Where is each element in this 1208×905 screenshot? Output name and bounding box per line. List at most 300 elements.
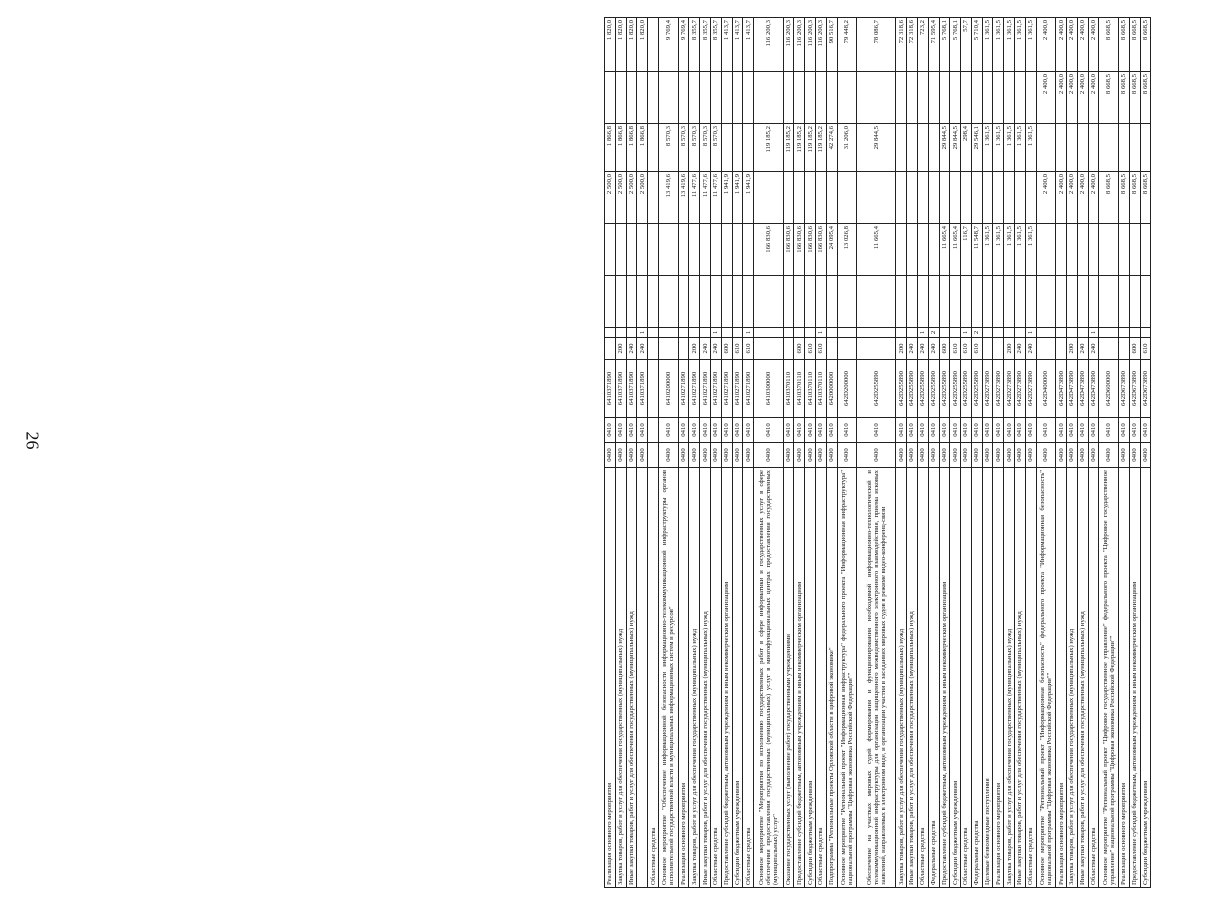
table-row bbox=[1119, 18, 1130, 888]
row-subsection-code: 0410 bbox=[993, 418, 1004, 443]
row-amount-a bbox=[805, 276, 816, 328]
row-description: Обеспечение на участках мировых судей формирования и функционирования необходимой информационно-технологической и телекоммуникационной инфраструктуры для организации защищенного межведомственного электронного взаимодействия, приема исковых заявлений, направляемых в электронном виде, и организации участия в заседаниях мировых судов в режиме видео-конференц-связи bbox=[857, 468, 896, 888]
row-description: Иные закупки товаров, работ и услуг для обеспечения государственных (муниципальных) нужд bbox=[907, 468, 918, 888]
row-section-code: 0400 bbox=[1015, 443, 1026, 468]
row-expense-type: 200 bbox=[896, 338, 907, 360]
row-amount-f: 1 413,7 bbox=[743, 18, 754, 72]
row-amount-e bbox=[815, 72, 826, 124]
table-row bbox=[783, 18, 794, 888]
row-amount-e bbox=[896, 72, 907, 124]
row-description: Реализация основного мероприятия bbox=[1119, 468, 1130, 888]
row-funding-source bbox=[689, 328, 700, 338]
row-amount-b: 116,7 bbox=[961, 224, 972, 276]
row-section-code: 0400 bbox=[971, 443, 982, 468]
row-amount-e bbox=[626, 72, 637, 124]
row-description: Целевые безвозмездные поступления bbox=[982, 468, 993, 888]
row-amount-d bbox=[1129, 124, 1140, 172]
row-expense-type bbox=[1119, 338, 1130, 360]
row-amount-c: 8 668,5 bbox=[1140, 172, 1151, 224]
row-amount-f: 116 200,3 bbox=[794, 18, 805, 72]
row-amount-d bbox=[1036, 124, 1056, 172]
table-row bbox=[928, 18, 939, 888]
row-funding-source bbox=[826, 328, 837, 338]
row-amount-c bbox=[837, 172, 857, 224]
row-amount-f: 1 820,0 bbox=[626, 18, 637, 72]
row-funding-source: 1 bbox=[637, 328, 648, 338]
row-amount-e: 2 400,0 bbox=[1036, 72, 1056, 124]
table-row bbox=[857, 18, 896, 888]
row-amount-b: 1 361,5 bbox=[1025, 224, 1036, 276]
row-target-article: 642D200000 bbox=[837, 360, 857, 418]
row-target-article: 642D473890 bbox=[1067, 360, 1078, 418]
row-expense-type: 610 bbox=[1140, 338, 1151, 360]
row-amount-a bbox=[710, 276, 721, 328]
table-row bbox=[626, 18, 637, 888]
row-amount-c bbox=[1004, 172, 1015, 224]
row-expense-type bbox=[982, 338, 993, 360]
row-amount-e bbox=[605, 72, 616, 124]
row-amount-b: 166 830,6 bbox=[805, 224, 816, 276]
row-description: Областные средства bbox=[710, 468, 721, 888]
row-description: Иные закупки товаров, работ и услуг для обеспечения государственных (муниципальных) нужд bbox=[626, 468, 637, 888]
row-amount-d: 1 361,5 bbox=[1004, 124, 1015, 172]
row-amount-a bbox=[896, 276, 907, 328]
row-funding-source bbox=[907, 328, 918, 338]
row-amount-a bbox=[1088, 276, 1099, 328]
row-description: Областные средства bbox=[1088, 468, 1099, 888]
row-amount-b bbox=[928, 224, 939, 276]
row-amount-a bbox=[783, 276, 794, 328]
row-subsection-code: 0410 bbox=[837, 418, 857, 443]
row-subsection-code: 0410 bbox=[857, 418, 896, 443]
row-section-code bbox=[648, 443, 659, 468]
row-section-code: 0400 bbox=[1129, 443, 1140, 468]
row-amount-a bbox=[857, 276, 896, 328]
row-target-article: 6410271890 bbox=[689, 360, 700, 418]
row-amount-a bbox=[721, 276, 732, 328]
row-expense-type bbox=[658, 338, 678, 360]
row-expense-type: 600 bbox=[794, 338, 805, 360]
row-amount-e bbox=[783, 72, 794, 124]
row-description: Закупка товаров, работ и услуг для обеспечения государственных (муниципальных) нужд bbox=[1004, 468, 1015, 888]
row-amount-d: 1 361,5 bbox=[993, 124, 1004, 172]
row-description: Областные средства bbox=[917, 468, 928, 888]
row-amount-b bbox=[721, 224, 732, 276]
table-row bbox=[1099, 18, 1119, 888]
row-target-article: 6410371890 bbox=[615, 360, 626, 418]
row-section-code: 0400 bbox=[1036, 443, 1056, 468]
row-amount-b bbox=[615, 224, 626, 276]
row-target-article: 642D255890 bbox=[961, 360, 972, 418]
row-amount-e bbox=[710, 72, 721, 124]
row-amount-a bbox=[605, 276, 616, 328]
row-amount-f: 116 200,3 bbox=[754, 18, 783, 72]
row-amount-e bbox=[678, 72, 689, 124]
row-amount-b bbox=[1119, 224, 1130, 276]
row-description: Областные средства bbox=[815, 468, 826, 888]
row-amount-d: 1 866,8 bbox=[637, 124, 648, 172]
row-amount-a bbox=[1025, 276, 1036, 328]
row-section-code: 0400 bbox=[1140, 443, 1151, 468]
row-amount-e bbox=[826, 72, 837, 124]
row-subsection-code: 0410 bbox=[1129, 418, 1140, 443]
row-amount-b bbox=[648, 224, 659, 276]
table-row bbox=[837, 18, 857, 888]
table-row bbox=[615, 18, 626, 888]
table-row bbox=[1140, 18, 1151, 888]
row-target-article: 6410370110 bbox=[815, 360, 826, 418]
row-section-code: 0400 bbox=[1099, 443, 1119, 468]
row-expense-type bbox=[826, 338, 837, 360]
row-amount-c bbox=[826, 172, 837, 224]
row-amount-c bbox=[1025, 172, 1036, 224]
row-amount-f: 1 361,5 bbox=[982, 18, 993, 72]
row-target-article: 642D273890 bbox=[982, 360, 993, 418]
row-amount-c bbox=[917, 172, 928, 224]
row-amount-f: 5 768,1 bbox=[939, 18, 950, 72]
row-amount-b: 166 830,6 bbox=[783, 224, 794, 276]
row-description bbox=[637, 468, 648, 888]
row-amount-f: 2 400,0 bbox=[1036, 18, 1056, 72]
row-amount-e: 2 400,0 bbox=[1077, 72, 1088, 124]
row-section-code: 0400 bbox=[993, 443, 1004, 468]
row-amount-d: 119 185,2 bbox=[783, 124, 794, 172]
row-expense-type bbox=[837, 338, 857, 360]
row-section-code: 0400 bbox=[783, 443, 794, 468]
row-amount-e bbox=[648, 72, 659, 124]
row-expense-type: 240 bbox=[700, 338, 711, 360]
row-description: Субсидии бюджетным учреждениям bbox=[1140, 468, 1151, 888]
row-amount-d bbox=[896, 124, 907, 172]
row-expense-type: 240 bbox=[1088, 338, 1099, 360]
row-amount-d bbox=[1056, 124, 1067, 172]
row-section-code: 0400 bbox=[837, 443, 857, 468]
row-description: Основное мероприятие "Обеспечение информационной безопасности информационно-телекоммуникационной инфраструктуры органов исполнительной государственной власти и муниципальных информационных систем и ресурсов" bbox=[658, 468, 678, 888]
row-section-code: 0400 bbox=[615, 443, 626, 468]
row-amount-e bbox=[637, 72, 648, 124]
row-section-code: 0400 bbox=[1088, 443, 1099, 468]
row-amount-a bbox=[917, 276, 928, 328]
row-amount-f: 8 668,5 bbox=[1119, 18, 1130, 72]
row-amount-f: 9 769,4 bbox=[658, 18, 678, 72]
row-funding-source bbox=[939, 328, 950, 338]
row-amount-b bbox=[896, 224, 907, 276]
row-amount-f: 1 361,5 bbox=[993, 18, 1004, 72]
row-funding-source bbox=[982, 328, 993, 338]
row-amount-a bbox=[815, 276, 826, 328]
row-amount-d: 8 570,3 bbox=[658, 124, 678, 172]
row-section-code: 0400 bbox=[950, 443, 961, 468]
row-amount-b bbox=[1036, 224, 1056, 276]
row-section-code: 0400 bbox=[700, 443, 711, 468]
row-subsection-code: 0410 bbox=[1119, 418, 1130, 443]
row-subsection-code: 0410 bbox=[678, 418, 689, 443]
row-description: Закупка товаров, работ и услуг для обеспечения государственных (муниципальных) нужд bbox=[689, 468, 700, 888]
row-target-article: 6410271890 bbox=[743, 360, 754, 418]
row-target-article: 642D255890 bbox=[971, 360, 982, 418]
row-amount-d: 1 866,8 bbox=[626, 124, 637, 172]
row-description: Иные закупки товаров, работ и услуг для обеспечения государственных (муниципальных) нужд bbox=[700, 468, 711, 888]
row-target-article: 6410271890 bbox=[710, 360, 721, 418]
row-target-article: 642D473890 bbox=[1088, 360, 1099, 418]
row-description: Предоставление субсидий бюджетным, автономным учреждениям и иным некоммерческим организациям bbox=[794, 468, 805, 888]
row-amount-f: 8 668,5 bbox=[1099, 18, 1119, 72]
row-description: Основное мероприятие "Региональный проект "Цифровое государственное управление" федерального проекта "Цифровое государственное управление" национальной программы "Цифровая экономика Российской Федерации"" bbox=[1099, 468, 1119, 888]
row-subsection-code: 0410 bbox=[1077, 418, 1088, 443]
row-section-code: 0400 bbox=[982, 443, 993, 468]
row-amount-b: 166 830,6 bbox=[815, 224, 826, 276]
row-amount-b: 13 026,8 bbox=[837, 224, 857, 276]
row-amount-f: 2 400,0 bbox=[1088, 18, 1099, 72]
row-amount-f: 71 595,4 bbox=[928, 18, 939, 72]
row-expense-type bbox=[1036, 338, 1056, 360]
row-amount-f: 1 820,0 bbox=[615, 18, 626, 72]
row-funding-source bbox=[678, 328, 689, 338]
row-amount-c: 1 941,9 bbox=[732, 172, 743, 224]
row-target-article: 6410371890 bbox=[626, 360, 637, 418]
row-target-article: 642D473890 bbox=[1056, 360, 1067, 418]
row-section-code: 0400 bbox=[732, 443, 743, 468]
row-funding-source: 1 bbox=[1088, 328, 1099, 338]
row-amount-f: 8 355,7 bbox=[700, 18, 711, 72]
row-target-article: 642D273890 bbox=[1015, 360, 1026, 418]
row-target-article: 6410271890 bbox=[732, 360, 743, 418]
row-expense-type: 610 bbox=[815, 338, 826, 360]
row-amount-d bbox=[1077, 124, 1088, 172]
row-amount-d bbox=[648, 124, 659, 172]
budget-table-body bbox=[605, 18, 1151, 888]
row-amount-e bbox=[971, 72, 982, 124]
row-description: Субсидии бюджетным учреждениям bbox=[732, 468, 743, 888]
row-amount-c: 11 477,6 bbox=[700, 172, 711, 224]
row-amount-c bbox=[857, 172, 896, 224]
row-funding-source bbox=[1077, 328, 1088, 338]
row-amount-f: 1 413,7 bbox=[732, 18, 743, 72]
row-amount-e bbox=[982, 72, 993, 124]
row-description: Областные средства bbox=[648, 468, 659, 888]
row-subsection-code: 0410 bbox=[700, 418, 711, 443]
row-section-code: 0400 bbox=[678, 443, 689, 468]
row-amount-b bbox=[917, 224, 928, 276]
row-amount-d bbox=[721, 124, 732, 172]
row-description: Субсидии бюджетным учреждениям bbox=[950, 468, 961, 888]
row-amount-c: 2 500,0 bbox=[605, 172, 616, 224]
row-description: Субсидии бюджетным учреждениям bbox=[805, 468, 816, 888]
row-amount-a bbox=[1099, 276, 1119, 328]
row-target-article: 642D673890 bbox=[1129, 360, 1140, 418]
row-amount-c bbox=[982, 172, 993, 224]
row-amount-f: 2 400,0 bbox=[1077, 18, 1088, 72]
row-amount-a bbox=[754, 276, 783, 328]
row-amount-b bbox=[1088, 224, 1099, 276]
row-amount-a bbox=[1119, 276, 1130, 328]
row-amount-f: 116 200,3 bbox=[805, 18, 816, 72]
row-description: Областные средства bbox=[743, 468, 754, 888]
row-target-article: 6410271890 bbox=[721, 360, 732, 418]
row-amount-c bbox=[805, 172, 816, 224]
row-amount-c: 2 500,0 bbox=[615, 172, 626, 224]
row-funding-source bbox=[1099, 328, 1119, 338]
row-subsection-code: 0410 bbox=[928, 418, 939, 443]
row-amount-a bbox=[743, 276, 754, 328]
row-amount-d: 42 274,6 bbox=[826, 124, 837, 172]
row-target-article: 642D255890 bbox=[857, 360, 896, 418]
table-row bbox=[1056, 18, 1067, 888]
row-amount-f: 90 516,7 bbox=[826, 18, 837, 72]
row-amount-d: 298,4 bbox=[961, 124, 972, 172]
row-target-article: 642D273890 bbox=[1025, 360, 1036, 418]
row-target-article: 642D600000 bbox=[1099, 360, 1119, 418]
row-amount-d: 119 185,2 bbox=[815, 124, 826, 172]
row-target-article: 642D255890 bbox=[917, 360, 928, 418]
row-amount-c bbox=[950, 172, 961, 224]
row-expense-type bbox=[605, 338, 616, 360]
row-amount-f: 57,7 bbox=[961, 18, 972, 72]
row-amount-d bbox=[1140, 124, 1151, 172]
row-section-code: 0400 bbox=[961, 443, 972, 468]
row-description: Закупка товаров, работ и услуг для обеспечения государственных (муниципальных) нужд bbox=[615, 468, 626, 888]
row-funding-source bbox=[615, 328, 626, 338]
row-amount-e: 8 668,5 bbox=[1099, 72, 1119, 124]
row-amount-c bbox=[754, 172, 783, 224]
row-subsection-code: 0410 bbox=[950, 418, 961, 443]
row-amount-d: 29 844,5 bbox=[950, 124, 961, 172]
row-amount-b bbox=[700, 224, 711, 276]
row-funding-source bbox=[857, 328, 896, 338]
row-subsection-code: 0410 bbox=[1036, 418, 1056, 443]
row-expense-type bbox=[993, 338, 1004, 360]
row-amount-e bbox=[1025, 72, 1036, 124]
row-target-article: 642D255890 bbox=[928, 360, 939, 418]
row-amount-e bbox=[1004, 72, 1015, 124]
row-funding-source: 1 bbox=[1025, 328, 1036, 338]
row-amount-d bbox=[1067, 124, 1078, 172]
row-amount-e bbox=[1015, 72, 1026, 124]
row-amount-a bbox=[794, 276, 805, 328]
row-amount-c: 2 400,0 bbox=[1067, 172, 1078, 224]
row-subsection-code: 0410 bbox=[626, 418, 637, 443]
row-description: Предоставление субсидий бюджетным, автономным учреждениям и иным некоммерческим организациям bbox=[721, 468, 732, 888]
row-amount-c: 1 941,9 bbox=[743, 172, 754, 224]
row-subsection-code: 0410 bbox=[805, 418, 816, 443]
row-subsection-code: 0410 bbox=[971, 418, 982, 443]
row-expense-type bbox=[857, 338, 896, 360]
row-subsection-code: 0410 bbox=[1056, 418, 1067, 443]
row-amount-e bbox=[689, 72, 700, 124]
row-amount-d: 1 361,5 bbox=[982, 124, 993, 172]
row-amount-f: 72 318,6 bbox=[896, 18, 907, 72]
row-amount-b bbox=[1077, 224, 1088, 276]
table-row bbox=[939, 18, 950, 888]
row-amount-c: 2 400,0 bbox=[1056, 172, 1067, 224]
row-amount-c bbox=[907, 172, 918, 224]
row-target-article: 642D673890 bbox=[1119, 360, 1130, 418]
row-subsection-code: 0410 bbox=[721, 418, 732, 443]
table-row bbox=[907, 18, 918, 888]
row-description: Предоставление субсидий бюджетным, автономным учреждениям и иным некоммерческим организациям bbox=[939, 468, 950, 888]
row-funding-source bbox=[648, 328, 659, 338]
row-expense-type: 240 bbox=[1025, 338, 1036, 360]
row-funding-source: 1 bbox=[743, 328, 754, 338]
row-amount-f: 1 413,7 bbox=[721, 18, 732, 72]
row-expense-type bbox=[678, 338, 689, 360]
row-amount-f: 8 355,7 bbox=[689, 18, 700, 72]
table-row bbox=[689, 18, 700, 888]
row-description: Закупка товаров, работ и услуг для обеспечения государственных (муниципальных) нужд bbox=[1067, 468, 1078, 888]
row-amount-f: 9 769,4 bbox=[678, 18, 689, 72]
row-amount-a bbox=[615, 276, 626, 328]
row-section-code: 0400 bbox=[907, 443, 918, 468]
row-amount-d bbox=[928, 124, 939, 172]
row-amount-e: 8 668,5 bbox=[1119, 72, 1130, 124]
row-description: Предоставление субсидий бюджетным, автономным учреждениям и иным некоммерческим организациям bbox=[1129, 468, 1140, 888]
row-section-code: 0400 bbox=[721, 443, 732, 468]
row-amount-c bbox=[961, 172, 972, 224]
row-section-code: 0400 bbox=[626, 443, 637, 468]
row-amount-f: 8 355,7 bbox=[710, 18, 721, 72]
row-subsection-code: 0410 bbox=[1067, 418, 1078, 443]
row-funding-source bbox=[993, 328, 1004, 338]
row-amount-e bbox=[794, 72, 805, 124]
row-amount-d: 8 570,3 bbox=[700, 124, 711, 172]
row-amount-f: 723,2 bbox=[917, 18, 928, 72]
row-amount-d: 8 570,3 bbox=[710, 124, 721, 172]
row-amount-e: 2 400,0 bbox=[1056, 72, 1067, 124]
table-row bbox=[1088, 18, 1099, 888]
row-amount-e bbox=[743, 72, 754, 124]
row-amount-d: 119 185,2 bbox=[754, 124, 783, 172]
row-amount-b bbox=[1099, 224, 1119, 276]
row-target-article: 6410300000 bbox=[754, 360, 783, 418]
row-amount-f: 5 710,4 bbox=[971, 18, 982, 72]
row-amount-a bbox=[837, 276, 857, 328]
table-row bbox=[1067, 18, 1078, 888]
row-amount-a bbox=[678, 276, 689, 328]
row-subsection-code: 0410 bbox=[658, 418, 678, 443]
table-row bbox=[637, 18, 648, 888]
row-subsection-code: 0410 bbox=[826, 418, 837, 443]
row-description: Основное мероприятие "Мероприятия по исполнению государственных работ в сфере информатики и государственных услуг в сфере обеспечения предоставления государственных (муниципальных) услуг в многофункциональных центрах предоставления государственных (муниципальных) услуг" bbox=[754, 468, 783, 888]
row-expense-type bbox=[754, 338, 783, 360]
row-description: Иные закупки товаров, работ и услуг для обеспечения государственных (муниципальных) нужд bbox=[1015, 468, 1026, 888]
row-amount-a bbox=[928, 276, 939, 328]
row-section-code: 0400 bbox=[743, 443, 754, 468]
row-expense-type: 240 bbox=[637, 338, 648, 360]
table-row bbox=[700, 18, 711, 888]
row-section-code: 0400 bbox=[939, 443, 950, 468]
row-subsection-code: 0410 bbox=[939, 418, 950, 443]
row-amount-b bbox=[1129, 224, 1140, 276]
row-amount-b: 24 095,4 bbox=[826, 224, 837, 276]
row-target-article: 6410271890 bbox=[700, 360, 711, 418]
table-row bbox=[710, 18, 721, 888]
row-funding-source bbox=[732, 328, 743, 338]
row-amount-f: 5 768,1 bbox=[950, 18, 961, 72]
row-expense-type: 240 bbox=[917, 338, 928, 360]
row-amount-a bbox=[950, 276, 961, 328]
row-subsection-code: 0410 bbox=[907, 418, 918, 443]
row-amount-d bbox=[732, 124, 743, 172]
row-amount-c: 2 400,0 bbox=[1077, 172, 1088, 224]
row-amount-b: 11 665,4 bbox=[939, 224, 950, 276]
row-expense-type: 610 bbox=[743, 338, 754, 360]
row-amount-b bbox=[907, 224, 918, 276]
row-amount-a bbox=[939, 276, 950, 328]
row-amount-f bbox=[648, 18, 659, 72]
row-amount-f: 116 200,3 bbox=[815, 18, 826, 72]
row-funding-source bbox=[1036, 328, 1056, 338]
row-description: Закупка товаров, работ и услуг для обеспечения государственных (муниципальных) нужд bbox=[896, 468, 907, 888]
